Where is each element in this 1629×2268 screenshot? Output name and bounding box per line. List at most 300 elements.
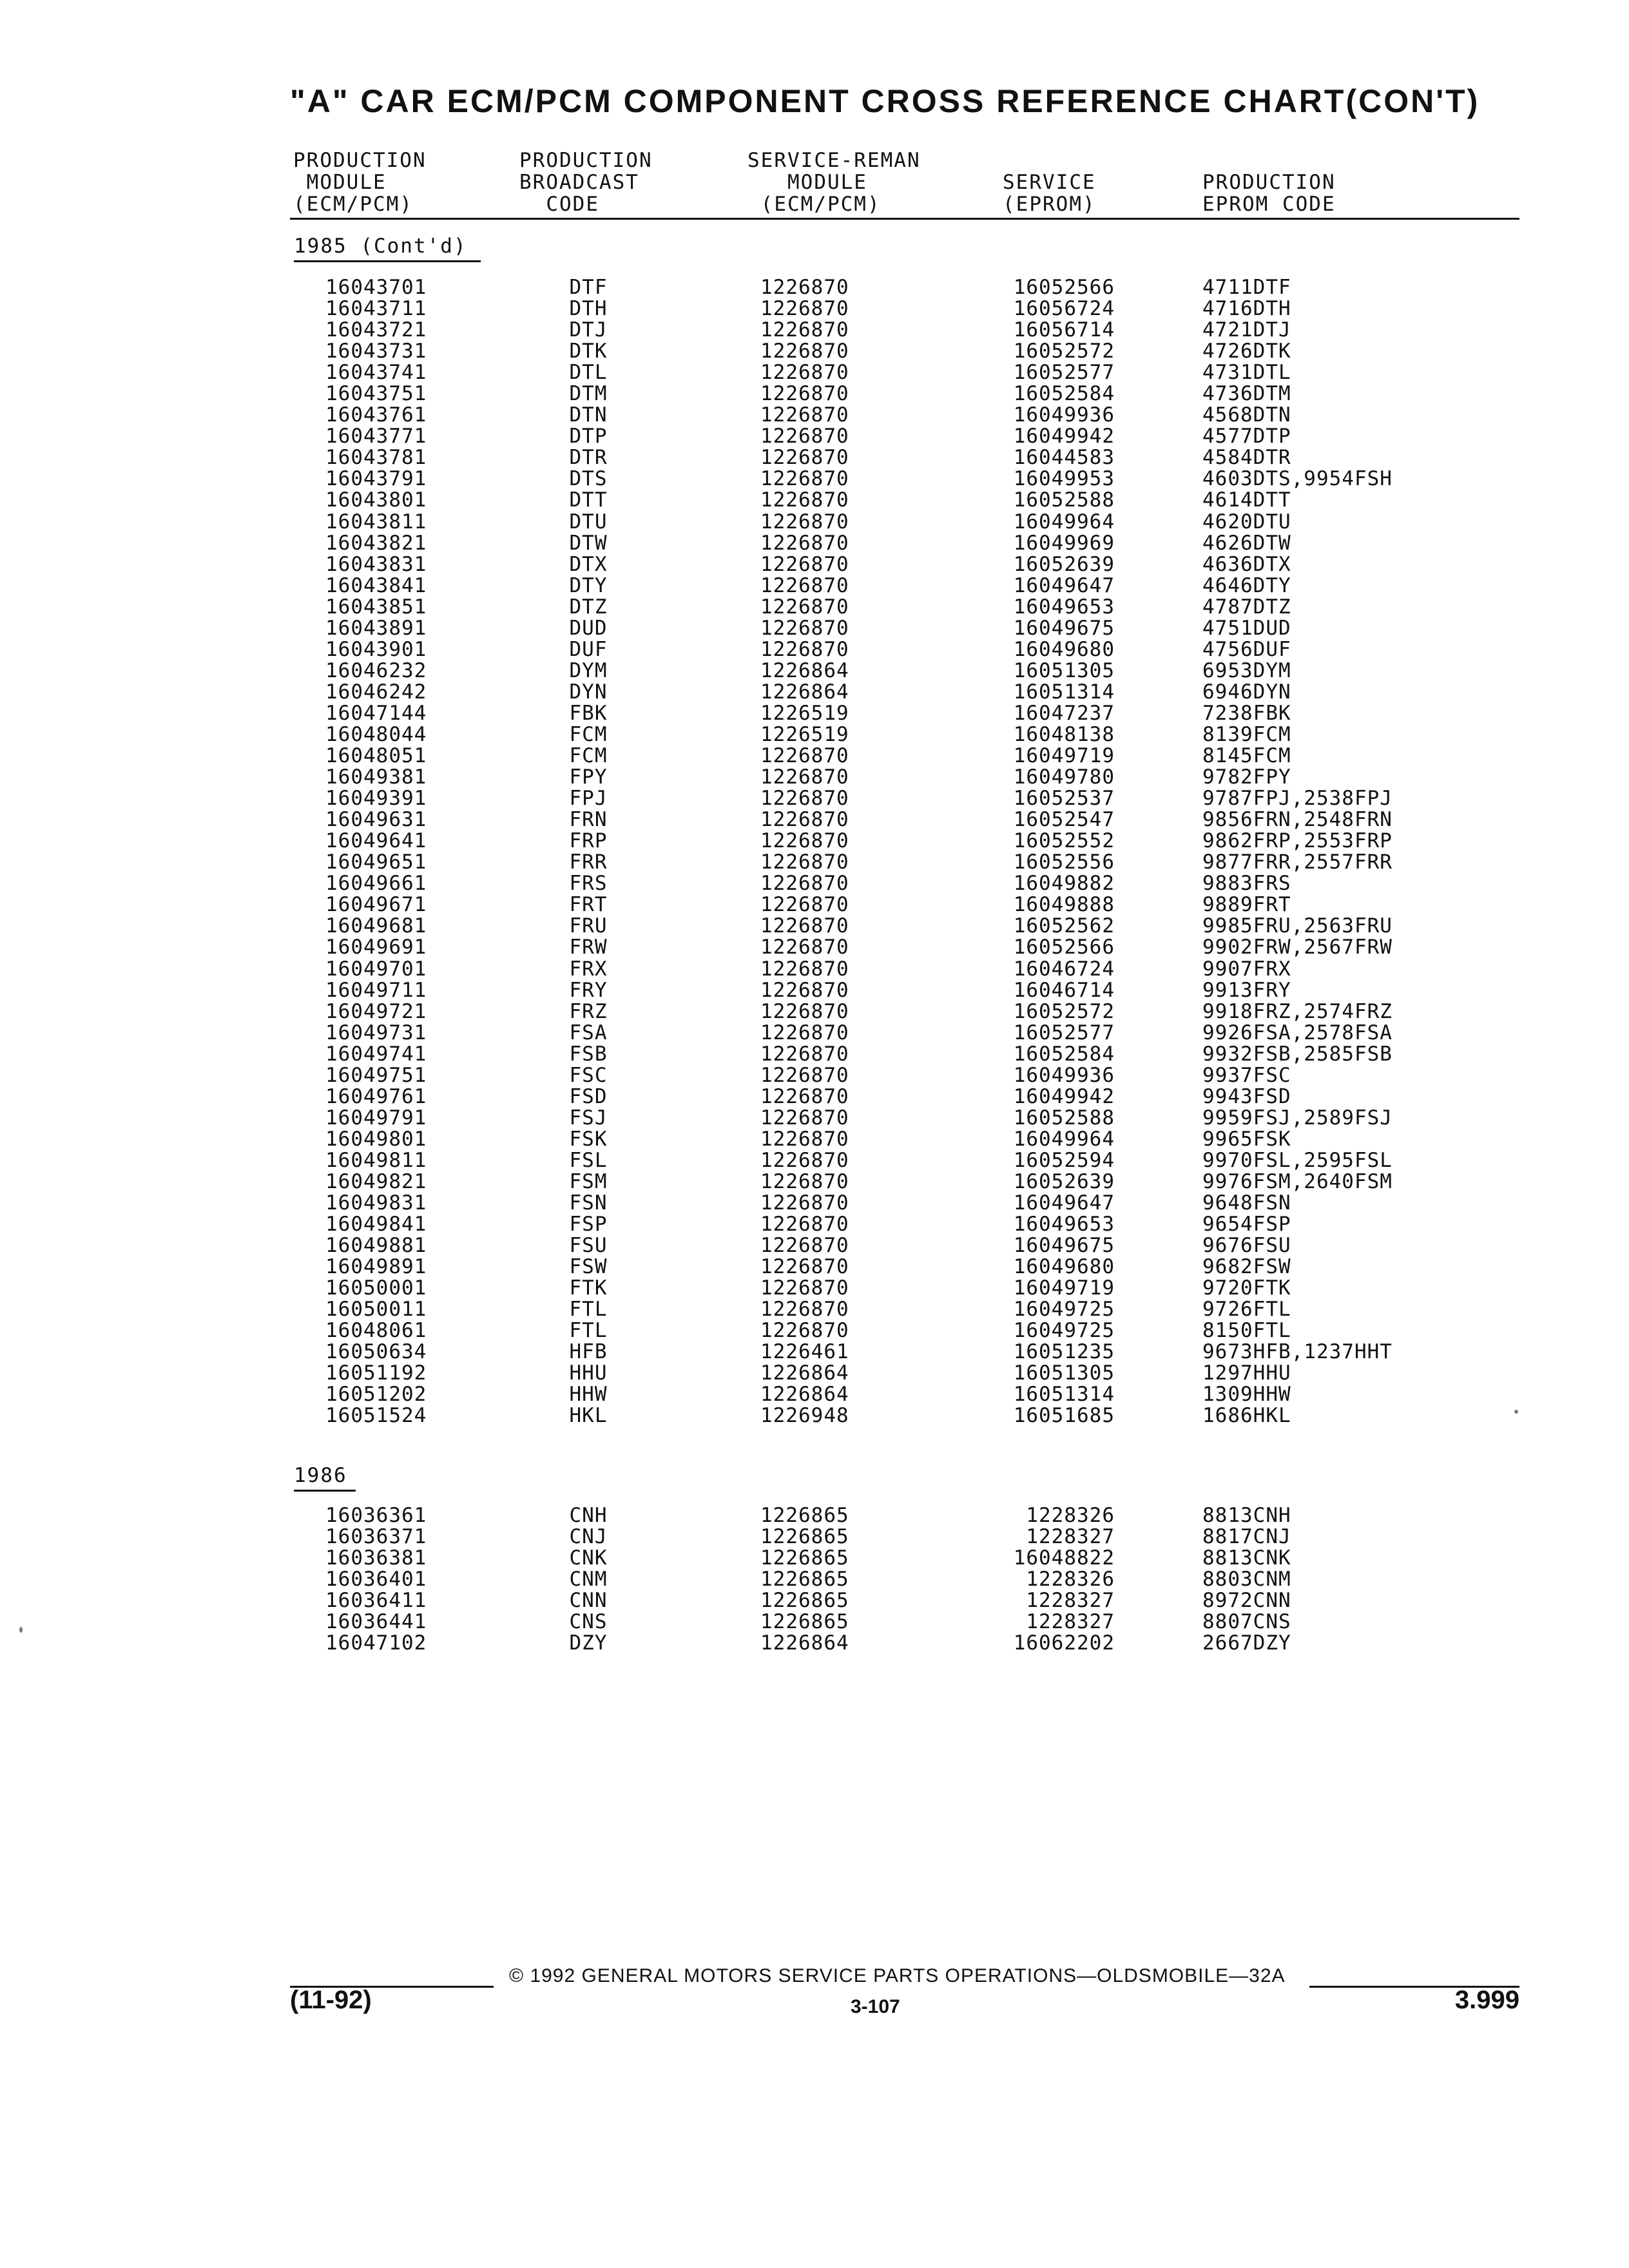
reman-module-cell: 1226865	[760, 1546, 849, 1570]
table-row	[0, 1001, 1629, 1023]
reman-module-cell: 1226870	[760, 552, 849, 576]
reman-module-cell: 1226864	[760, 1631, 849, 1655]
production-eprom-cell: 6953DYM	[1202, 658, 1291, 682]
broadcast-code-cell: DTR	[569, 446, 608, 470]
broadcast-code-cell: CNN	[569, 1589, 608, 1613]
broadcast-code-cell: FSP	[569, 1213, 608, 1236]
service-eprom-cell: 16052577	[1013, 361, 1115, 385]
table-row	[0, 1548, 1629, 1569]
table-row	[0, 597, 1629, 618]
production-eprom-cell: 8813CNK	[1202, 1546, 1291, 1570]
broadcast-code-cell: FRS	[569, 872, 608, 896]
service-eprom-cell: 16056724	[1013, 297, 1115, 321]
production-module-cell: 16043781	[325, 446, 427, 470]
table-row	[0, 788, 1629, 809]
table-row	[0, 767, 1629, 788]
table-row	[0, 1633, 1629, 1654]
broadcast-code-cell: FSD	[569, 1084, 608, 1108]
table-row	[0, 447, 1629, 468]
service-eprom-cell: 16052562	[1013, 914, 1115, 938]
table-row	[0, 1235, 1629, 1256]
service-eprom-cell: 16051685	[1013, 1404, 1115, 1428]
footer-section-number: 3.999	[1454, 1986, 1519, 2014]
broadcast-code-cell: FSC	[569, 1063, 608, 1087]
reman-module-cell: 1226870	[760, 1298, 849, 1321]
production-eprom-cell: 9937FSC	[1202, 1063, 1291, 1087]
table-row	[0, 1341, 1629, 1363]
table-row	[0, 320, 1629, 341]
table-row	[0, 1405, 1629, 1427]
table-row	[0, 426, 1629, 447]
service-eprom-cell: 16049942	[1013, 1084, 1115, 1108]
production-eprom-cell: 9673HFB,1237HHT	[1202, 1340, 1393, 1364]
broadcast-code-cell: DUD	[569, 616, 608, 640]
table-row	[0, 1611, 1629, 1633]
production-module-cell: 16049671	[325, 893, 427, 917]
production-eprom-cell: 8145FCM	[1202, 744, 1291, 768]
reman-module-cell: 1226870	[760, 616, 849, 640]
reman-module-cell: 1226870	[760, 914, 849, 938]
reman-module-cell: 1226870	[760, 595, 849, 619]
broadcast-code-cell: FRN	[569, 808, 608, 832]
broadcast-code-cell: DTM	[569, 382, 608, 406]
production-module-cell: 16048061	[325, 1319, 427, 1343]
table-row	[0, 362, 1629, 383]
service-eprom-cell: 16048822	[1013, 1546, 1115, 1570]
reman-module-cell: 1226870	[760, 297, 849, 321]
reman-module-cell: 1226870	[760, 999, 849, 1023]
broadcast-code-cell: FSU	[569, 1234, 608, 1258]
production-module-cell: 16049761	[325, 1084, 427, 1108]
broadcast-code-cell: CNK	[569, 1546, 608, 1570]
reman-module-cell: 1226870	[760, 872, 849, 896]
reman-module-cell: 1226870	[760, 446, 849, 470]
production-eprom-cell: 4731DTL	[1202, 361, 1291, 385]
table-row	[0, 298, 1629, 320]
production-eprom-cell: 9913FRY	[1202, 978, 1291, 1002]
table-row	[0, 1108, 1629, 1129]
service-eprom-cell: 16051305	[1013, 658, 1115, 682]
service-eprom-cell: 1228327	[1026, 1589, 1115, 1613]
broadcast-code-cell: FRP	[569, 829, 608, 853]
production-module-cell: 16049661	[325, 872, 427, 896]
header-service-eprom: SERVICE (EPROM)	[1003, 171, 1096, 216]
reman-module-cell: 1226870	[760, 1213, 849, 1236]
table-row	[0, 1320, 1629, 1341]
production-eprom-cell: 2667DZY	[1202, 1631, 1291, 1655]
table-row	[0, 682, 1629, 703]
broadcast-code-cell: FRT	[569, 893, 608, 917]
production-module-cell: 16043891	[325, 616, 427, 640]
reman-module-cell: 1226870	[760, 637, 849, 661]
production-module-cell: 16049391	[325, 787, 427, 811]
production-eprom-cell: 9918FRZ,2574FRZ	[1202, 999, 1393, 1023]
reman-module-cell: 1226870	[760, 1021, 849, 1044]
service-eprom-cell: 16049942	[1013, 425, 1115, 448]
broadcast-code-cell: DTL	[569, 361, 608, 385]
reman-module-cell: 1226870	[760, 1084, 849, 1108]
production-eprom-cell: 9959FSJ,2589FSJ	[1202, 1106, 1393, 1129]
reman-module-cell: 1226870	[760, 340, 849, 363]
service-eprom-cell: 16052584	[1013, 382, 1115, 406]
broadcast-code-cell: DYM	[569, 658, 608, 682]
broadcast-code-cell: CNS	[569, 1610, 608, 1634]
table-row	[0, 916, 1629, 937]
section-label-1985	[294, 235, 481, 262]
production-module-cell: 16047102	[325, 1631, 427, 1655]
table-row	[0, 1299, 1629, 1320]
service-eprom-cell: 16052566	[1013, 276, 1115, 299]
production-module-cell: 16049881	[325, 1234, 427, 1258]
service-eprom-cell: 16049780	[1013, 765, 1115, 789]
reman-module-cell: 1226870	[760, 1063, 849, 1087]
table-row	[0, 512, 1629, 533]
production-eprom-cell: 9926FSA,2578FSA	[1202, 1021, 1393, 1044]
service-eprom-cell: 1228327	[1026, 1525, 1115, 1549]
table-row	[0, 724, 1629, 745]
service-eprom-cell: 16048138	[1013, 722, 1115, 746]
table-row	[0, 894, 1629, 916]
production-module-cell: 16043791	[325, 467, 427, 491]
broadcast-code-cell: DYN	[569, 680, 608, 704]
table-row	[0, 639, 1629, 660]
production-module-cell: 16049701	[325, 957, 427, 981]
production-eprom-cell: 8817CNJ	[1202, 1525, 1291, 1549]
broadcast-code-cell: HHU	[569, 1361, 608, 1385]
service-eprom-cell: 16051235	[1013, 1340, 1115, 1364]
broadcast-code-cell: DTS	[569, 467, 608, 491]
table-row	[0, 1569, 1629, 1590]
service-eprom-cell: 16052572	[1013, 999, 1115, 1023]
table-row	[0, 937, 1629, 958]
table-row	[0, 1256, 1629, 1278]
section-label-1986	[294, 1464, 356, 1492]
production-module-cell: 16043751	[325, 382, 427, 406]
broadcast-code-cell: FRR	[569, 850, 608, 874]
production-eprom-cell: 9985FRU,2563FRU	[1202, 914, 1393, 938]
reman-module-cell: 1226865	[760, 1525, 849, 1549]
service-eprom-cell: 16052588	[1013, 1106, 1115, 1129]
production-eprom-cell: 8150FTL	[1202, 1319, 1291, 1343]
reman-module-cell: 1226864	[760, 1383, 849, 1407]
service-eprom-cell: 16052639	[1013, 1169, 1115, 1193]
broadcast-code-cell: FPJ	[569, 787, 608, 811]
service-eprom-cell: 16049969	[1013, 531, 1115, 555]
broadcast-code-cell: FSK	[569, 1127, 608, 1151]
production-module-cell: 16043741	[325, 361, 427, 385]
production-eprom-cell: 9726FTL	[1202, 1298, 1291, 1321]
service-eprom-cell: 16049888	[1013, 893, 1115, 917]
production-eprom-cell: 9856FRN,2548FRN	[1202, 808, 1393, 832]
broadcast-code-cell: FTL	[569, 1319, 608, 1343]
broadcast-code-cell: FCM	[569, 744, 608, 768]
production-module-cell: 16049791	[325, 1106, 427, 1129]
production-module-cell: 16049741	[325, 1042, 427, 1066]
production-module-cell: 16043851	[325, 595, 427, 619]
table-row	[0, 1363, 1629, 1384]
table-1985	[0, 277, 1629, 1427]
reman-module-cell: 1226870	[760, 425, 849, 448]
table-row	[0, 490, 1629, 511]
broadcast-code-cell: DTJ	[569, 318, 608, 342]
reman-module-cell: 1226870	[760, 978, 849, 1002]
service-eprom-cell: 16051314	[1013, 1383, 1115, 1407]
production-module-cell: 16043811	[325, 510, 427, 533]
broadcast-code-cell: DUF	[569, 637, 608, 661]
production-module-cell: 16036361	[325, 1504, 427, 1527]
production-module-cell: 16046242	[325, 680, 427, 704]
broadcast-code-cell: HHW	[569, 1383, 608, 1407]
service-eprom-cell: 16049653	[1013, 1213, 1115, 1236]
production-eprom-cell: 4603DTS,9954FSH	[1202, 467, 1393, 491]
production-eprom-cell: 9883FRS	[1202, 872, 1291, 896]
table-row	[0, 745, 1629, 767]
production-module-cell: 16043821	[325, 531, 427, 555]
footer-copyright: © 1992 GENERAL MOTORS SERVICE PARTS OPERATIONS—OLDSMOBILE—32A	[509, 1965, 1286, 1986]
service-eprom-cell: 16049680	[1013, 1255, 1115, 1279]
service-eprom-cell: 1228327	[1026, 1610, 1115, 1634]
service-eprom-cell: 16049719	[1013, 1276, 1115, 1300]
production-eprom-cell: 9965FSK	[1202, 1127, 1291, 1151]
service-eprom-cell: 16052588	[1013, 488, 1115, 512]
table-row	[0, 1044, 1629, 1065]
service-eprom-cell: 16052572	[1013, 340, 1115, 363]
service-eprom-cell: 16049964	[1013, 510, 1115, 533]
reman-module-cell: 1226519	[760, 701, 849, 725]
production-module-cell: 16036441	[325, 1610, 427, 1634]
reman-module-cell: 1226865	[760, 1610, 849, 1634]
scan-speck	[19, 1627, 23, 1633]
production-module-cell: 16051192	[325, 1361, 427, 1385]
service-eprom-cell: 16052537	[1013, 787, 1115, 811]
production-module-cell: 16049721	[325, 999, 427, 1023]
reman-module-cell: 1226870	[760, 1169, 849, 1193]
service-eprom-cell: 16047237	[1013, 701, 1115, 725]
broadcast-code-cell: FRY	[569, 978, 608, 1002]
service-eprom-cell: 16049719	[1013, 744, 1115, 768]
reman-module-cell: 1226870	[760, 531, 849, 555]
table-row	[0, 1150, 1629, 1171]
service-eprom-cell: 1228326	[1026, 1568, 1115, 1591]
table-row	[0, 1193, 1629, 1214]
production-eprom-cell: 4577DTP	[1202, 425, 1291, 448]
production-eprom-cell: 9976FSM,2640FSM	[1202, 1169, 1393, 1193]
broadcast-code-cell: FTL	[569, 1298, 608, 1321]
table-row	[0, 618, 1629, 639]
section-label-text: 1986	[294, 1464, 347, 1487]
production-eprom-cell: 9720FTK	[1202, 1276, 1291, 1300]
service-eprom-cell: 16051305	[1013, 1361, 1115, 1385]
reman-module-cell: 1226519	[760, 722, 849, 746]
production-module-cell: 16050011	[325, 1298, 427, 1321]
production-module-cell: 16048044	[325, 722, 427, 746]
production-module-cell: 16049731	[325, 1021, 427, 1044]
table-1986	[0, 1505, 1629, 1654]
table-row	[0, 1590, 1629, 1611]
table-row	[0, 575, 1629, 597]
service-eprom-cell: 16051314	[1013, 680, 1115, 704]
service-eprom-cell: 16049936	[1013, 1063, 1115, 1087]
production-eprom-cell: 9970FSL,2595FSL	[1202, 1148, 1393, 1172]
production-eprom-cell: 9862FRP,2553FRP	[1202, 829, 1393, 853]
production-module-cell: 16049711	[325, 978, 427, 1002]
production-module-cell: 16050634	[325, 1340, 427, 1364]
service-eprom-cell: 16052552	[1013, 829, 1115, 853]
broadcast-code-cell: FBK	[569, 701, 608, 725]
table-row	[0, 533, 1629, 554]
table-row	[0, 959, 1629, 980]
broadcast-code-cell: FSA	[569, 1021, 608, 1044]
production-eprom-cell: 8807CNS	[1202, 1610, 1291, 1634]
production-eprom-cell: 1297HHU	[1202, 1361, 1291, 1385]
table-row	[0, 1384, 1629, 1405]
service-eprom-cell: 16052556	[1013, 850, 1115, 874]
table-row	[0, 1505, 1629, 1526]
production-module-cell: 16043771	[325, 425, 427, 448]
production-eprom-cell: 4756DUF	[1202, 637, 1291, 661]
production-module-cell: 16043721	[325, 318, 427, 342]
reman-module-cell: 1226864	[760, 1361, 849, 1385]
broadcast-code-cell: DTP	[569, 425, 608, 448]
table-row	[0, 1129, 1629, 1150]
table-row	[0, 1171, 1629, 1193]
production-module-cell: 16043841	[325, 573, 427, 597]
table-row	[0, 873, 1629, 894]
reman-module-cell: 1226870	[760, 1319, 849, 1343]
table-row	[0, 980, 1629, 1001]
production-module-cell: 16047144	[325, 701, 427, 725]
production-module-cell: 16049831	[325, 1191, 427, 1215]
header-production-eprom: PRODUCTION EPROM CODE	[1202, 171, 1336, 216]
broadcast-code-cell: CNM	[569, 1568, 608, 1591]
service-eprom-cell: 16049675	[1013, 616, 1115, 640]
table-row	[0, 468, 1629, 490]
broadcast-code-cell: FSJ	[569, 1106, 608, 1129]
production-eprom-cell: 9877FRR,2557FRR	[1202, 850, 1393, 874]
broadcast-code-cell: FSM	[569, 1169, 608, 1193]
table-row	[0, 809, 1629, 831]
service-eprom-cell: 16049725	[1013, 1298, 1115, 1321]
reman-module-cell: 1226865	[760, 1504, 849, 1527]
production-eprom-cell: 9943FSD	[1202, 1084, 1291, 1108]
service-eprom-cell: 16049653	[1013, 595, 1115, 619]
service-eprom-cell: 16049936	[1013, 403, 1115, 427]
production-module-cell: 16036381	[325, 1546, 427, 1570]
section-underline	[294, 260, 481, 262]
table-row	[0, 383, 1629, 405]
reman-module-cell: 1226870	[760, 850, 849, 874]
table-row	[0, 1065, 1629, 1086]
table-row	[0, 405, 1629, 426]
table-row	[0, 1086, 1629, 1108]
broadcast-code-cell: DTH	[569, 297, 608, 321]
service-eprom-cell: 16052594	[1013, 1148, 1115, 1172]
reman-module-cell: 1226870	[760, 936, 849, 959]
production-eprom-cell: 9676FSU	[1202, 1234, 1291, 1258]
production-module-cell: 16049841	[325, 1213, 427, 1236]
service-eprom-cell: 16044583	[1013, 446, 1115, 470]
production-eprom-cell: 4568DTN	[1202, 403, 1291, 427]
service-eprom-cell: 16049725	[1013, 1319, 1115, 1343]
production-module-cell: 16043831	[325, 552, 427, 576]
broadcast-code-cell: DZY	[569, 1631, 608, 1655]
reman-module-cell: 1226870	[760, 403, 849, 427]
reman-module-cell: 1226948	[760, 1404, 849, 1428]
reman-module-cell: 1226870	[760, 808, 849, 832]
broadcast-code-cell: CNH	[569, 1504, 608, 1527]
production-eprom-cell: 9902FRW,2567FRW	[1202, 936, 1393, 959]
production-module-cell: 16049381	[325, 765, 427, 789]
table-row	[0, 1023, 1629, 1044]
production-eprom-cell: 9907FRX	[1202, 957, 1291, 981]
production-eprom-cell: 9654FSP	[1202, 1213, 1291, 1236]
service-eprom-cell: 16049647	[1013, 573, 1115, 597]
table-row	[0, 1278, 1629, 1299]
production-eprom-cell: 4646DTY	[1202, 573, 1291, 597]
reman-module-cell: 1226870	[760, 765, 849, 789]
production-eprom-cell: 4620DTU	[1202, 510, 1291, 533]
reman-module-cell: 1226870	[760, 829, 849, 853]
production-eprom-cell: 4584DTR	[1202, 446, 1291, 470]
service-eprom-cell: 16052577	[1013, 1021, 1115, 1044]
broadcast-code-cell: FRU	[569, 914, 608, 938]
broadcast-code-cell: FRZ	[569, 999, 608, 1023]
footer-page-number: 3-107	[851, 1996, 900, 2017]
production-module-cell: 16050001	[325, 1276, 427, 1300]
production-eprom-cell: 8803CNM	[1202, 1568, 1291, 1591]
scan-speck	[1514, 1410, 1518, 1414]
production-module-cell: 16043711	[325, 297, 427, 321]
reman-module-cell: 1226870	[760, 1148, 849, 1172]
service-eprom-cell: 1228326	[1026, 1504, 1115, 1527]
broadcast-code-cell: FRX	[569, 957, 608, 981]
broadcast-code-cell: DTK	[569, 340, 608, 363]
production-eprom-cell: 4736DTM	[1202, 382, 1291, 406]
broadcast-code-cell: FSL	[569, 1148, 608, 1172]
production-eprom-cell: 4626DTW	[1202, 531, 1291, 555]
service-eprom-cell: 16052639	[1013, 552, 1115, 576]
broadcast-code-cell: DTU	[569, 510, 608, 533]
production-eprom-cell: 8972CNN	[1202, 1589, 1291, 1613]
table-row	[0, 341, 1629, 362]
production-eprom-cell: 4711DTF	[1202, 276, 1291, 299]
production-module-cell: 16051202	[325, 1383, 427, 1407]
service-eprom-cell: 16049964	[1013, 1127, 1115, 1151]
production-eprom-cell: 7238FBK	[1202, 701, 1291, 725]
reman-module-cell: 1226870	[760, 573, 849, 597]
table-row	[0, 1214, 1629, 1235]
production-module-cell: 16049891	[325, 1255, 427, 1279]
service-eprom-cell: 16049680	[1013, 637, 1115, 661]
broadcast-code-cell: DTN	[569, 403, 608, 427]
section-label-text: 1985 (Cont'd)	[294, 235, 467, 258]
reman-module-cell: 1226870	[760, 1191, 849, 1215]
table-row	[0, 1526, 1629, 1548]
production-eprom-cell: 9787FPJ,2538FPJ	[1202, 787, 1393, 811]
production-eprom-cell: 4721DTJ	[1202, 318, 1291, 342]
broadcast-code-cell: DTZ	[569, 595, 608, 619]
production-eprom-cell: 1309HHW	[1202, 1383, 1291, 1407]
reman-module-cell: 1226870	[760, 276, 849, 299]
production-eprom-cell: 4726DTK	[1202, 340, 1291, 363]
broadcast-code-cell: DTW	[569, 531, 608, 555]
reman-module-cell: 1226870	[760, 318, 849, 342]
header-broadcast-code: PRODUCTION BROADCAST CODE	[519, 149, 653, 216]
production-eprom-cell: 4751DUD	[1202, 616, 1291, 640]
production-module-cell: 16036401	[325, 1568, 427, 1591]
production-eprom-cell: 9648FSN	[1202, 1191, 1291, 1215]
header-reman-module: SERVICE-REMAN MODULE (ECM/PCM)	[747, 149, 921, 216]
